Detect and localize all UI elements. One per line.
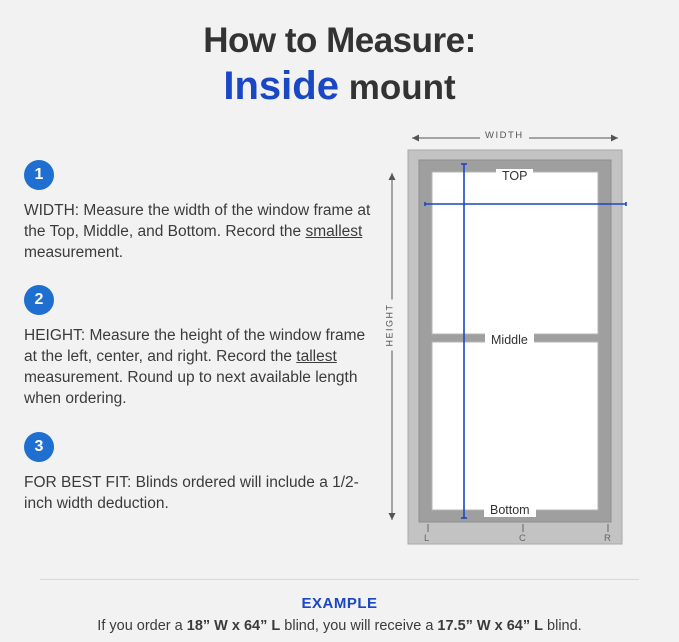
diagram-middle-label: Middle: [485, 333, 534, 347]
step-text-1-part-2: measurement.: [24, 244, 124, 262]
diagram-width-label: WIDTH: [480, 130, 529, 141]
step-label-1: WIDTH:: [24, 202, 80, 219]
title-line-2: [0, 63, 679, 109]
step-text-2-part-1: Measure the height of the window frame at the left, center, and right. Record the: [24, 327, 366, 366]
step-number-badge-3: 3: [24, 432, 54, 462]
example-text: [0, 618, 679, 634]
step-text-2-underlined: tallest: [296, 348, 337, 366]
title-line-2-rest: mount: [338, 67, 456, 107]
example-order-size: 18” W x 64” L: [186, 618, 281, 634]
window-upper-glass: [432, 172, 598, 334]
step-text-3: [24, 472, 374, 514]
step-number-badge-1: 1: [24, 160, 54, 190]
step-label-3: FOR BEST FIT:: [24, 473, 132, 491]
step-text-2-part-2: measurement. Round up to next available length when ordering.: [24, 369, 358, 408]
example-text-after: blind.: [543, 618, 582, 634]
step-text-2: [24, 325, 374, 409]
diagram-top-label: TOP: [496, 169, 533, 183]
footer-divider: [40, 579, 639, 580]
title-line-1: How to Measure:: [203, 21, 476, 60]
example-footer: [0, 595, 679, 634]
step-text-1-part-1: Measure the width of the window frame at the Top, Middle, and Bottom. Record the: [24, 202, 371, 241]
diagram-right-mark: R: [604, 533, 611, 544]
diagram-center-mark: C: [519, 533, 526, 544]
diagram-bottom-label: Bottom: [484, 503, 536, 517]
step-number-badge-2: 2: [24, 285, 54, 315]
title-emphasis: Inside: [223, 63, 339, 108]
window-lower-glass: [432, 342, 598, 510]
window-diagram: [380, 128, 660, 558]
example-title: EXAMPLE: [301, 595, 378, 612]
step-text-3-part-1: Blinds ordered will include a 1/2-inch width deduction.: [24, 473, 359, 512]
step-item-3: [24, 432, 374, 514]
step-text-1: [24, 200, 374, 263]
steps-list: [24, 160, 374, 534]
diagram-height-label: HEIGHT: [383, 299, 397, 350]
step-label-2: HEIGHT:: [24, 327, 86, 345]
example-text-middle: blind, you will receive a: [280, 618, 438, 634]
example-text-before: If you order a: [97, 618, 187, 634]
example-received-size: 17.5” W x 64” L: [437, 618, 543, 634]
page-title: [0, 22, 679, 109]
step-text-1-underlined: smallest: [305, 223, 363, 241]
diagram-left-mark: L: [424, 533, 430, 544]
step-item-1: [24, 160, 374, 263]
step-item-2: [24, 285, 374, 409]
